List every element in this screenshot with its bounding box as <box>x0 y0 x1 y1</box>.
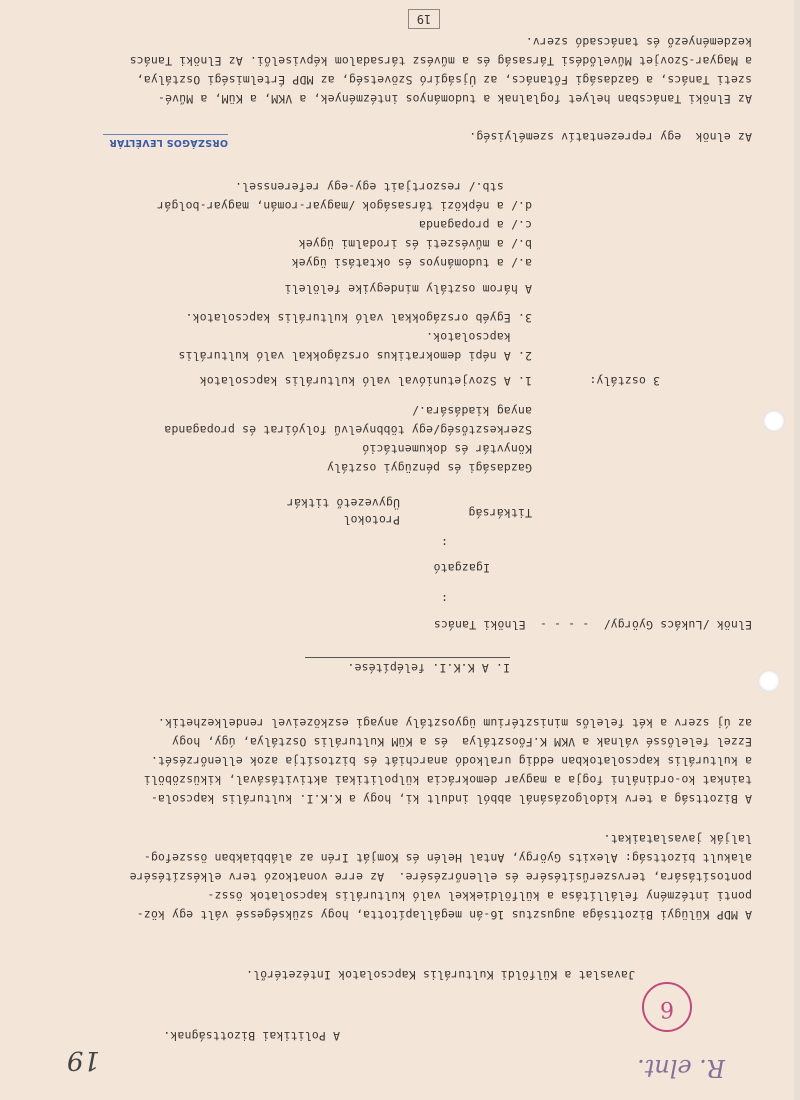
department-line: 2. A népi demokratikus országokkal való kulturális <box>178 349 532 363</box>
org-secretariat: Titkárság <box>468 506 532 520</box>
archive-stamp: ORSZÁGOS LEVÉLTÁR <box>109 137 228 148</box>
paragraph-line: tainkat ko-ordinálni fogja a magyar demokrácia külpolitikai aktivitásával, kiküszöböli <box>143 773 752 787</box>
task-item: c./ a propaganda <box>418 218 532 232</box>
org-unit: Szerkesztőség/egy többnyelvű folyóirat és propaganda <box>164 423 532 437</box>
department-note: A három osztály mindegyike felöleli <box>284 282 532 296</box>
task-item: b./ a művészeti és irodalmi ügyek <box>298 237 532 251</box>
department-line: 1. A Szovjetunióval való kulturális kapcsolatok <box>199 374 532 388</box>
org-director: Igazgató <box>433 561 490 575</box>
addressee: A Politikai Bizottságnak. <box>163 1029 340 1043</box>
paragraph-line: alakult bizottság: Alexits György, Antal Helén és Komját Irén az alábbiakban összefog- <box>143 851 752 865</box>
paragraph-line: Az Elnöki Tanácsban helyet foglalnak a tudományos intézmények, a VKM, a KüM, a Művé- <box>157 92 752 106</box>
paragraph-line: Az elnök egy reprezentatív személyiség. <box>469 130 752 144</box>
org-connector: : <box>440 536 448 550</box>
org-chart-president: Elnök /Lukács György/ - - - - Elnöki Tanács <box>433 618 752 632</box>
departments-label: 3 osztály: <box>589 374 660 388</box>
paragraph-line: Ezzel felelőssé válnak a VKM K.Főosztálya és a KüM Kulturális Osztálya, úgy, hogy <box>171 735 752 749</box>
org-connector: : <box>440 592 448 606</box>
handwritten-reference: R. elnt. <box>637 1054 725 1082</box>
paragraph-line: a kulturális kapcsolatokban eddig uralkodó anarchiát és biztosítja azok ellenőrzését. <box>150 754 752 768</box>
paragraph-line: a Magyar-Szovjet Művelődési Társaság és a művész társadalom képviselői. Az Elnöki Tanács <box>129 54 752 68</box>
paragraph-line: A Bizottság a terv kidolgozásánál abból indult ki, hogy a K.K.I. kulturális kapcsola- <box>150 792 752 806</box>
section-heading: I. A K.K.I. felépítése. <box>347 661 510 675</box>
org-unit: Könyvtár és dokumentáció <box>362 442 532 456</box>
task-item: a./ a tudományos és oktatási ügyek <box>291 256 532 270</box>
paragraph-line: lalják javaslataikat. <box>603 832 752 846</box>
paragraph-line: ponti intézmény felállítása a külföldiekkel való kulturális kapcsolatok össz- <box>207 889 752 903</box>
stamp-underline <box>103 134 228 135</box>
org-unit: anyag kiadására./ <box>411 404 532 418</box>
department-line: 3. Egyéb országokkal való kulturális kapcsolatok. <box>185 311 532 325</box>
paragraph-line: pontosítására, tervszerűsítésére és ellenőrzésére. Az erre vonatkozó terv elkészítésére <box>129 870 752 884</box>
paragraph-line: A MDP Külügyi Bizottsága augusztus 16-án megállapította, hogy szükségessé vált egy köz- <box>136 908 752 922</box>
org-secretary: Ügyvezető titkár <box>286 496 400 510</box>
department-line: kapcsolatok. <box>425 330 532 344</box>
task-item: d./ a népközi társaságok /magyar-román, magyar-bolgár <box>157 199 532 213</box>
paragraph-line: az új szerv a két felelős minisztérium ügyosztály anyagi eszközeivel rendelkezhetik. <box>157 716 752 730</box>
document-title: Javaslat a Külföldi Kulturális Kapcsolatok Intézetéről. <box>245 968 635 982</box>
org-unit: Gazdasági és pénzügyi osztály <box>326 461 532 475</box>
task-item: stb./ reszortjait egy-egy referenssel. <box>234 180 532 194</box>
boxed-number: 19 <box>408 9 440 29</box>
handwritten-page-number: 19 <box>66 1045 100 1075</box>
circled-number: 6 <box>642 982 692 1032</box>
heading-underline <box>305 657 510 658</box>
org-protocol: Protokol <box>343 513 400 527</box>
paragraph-line: szeti Tanács, a Gazdasági Főtanács, az Újságíró Szövetség, az MDP Értelmiségi Osztálya, <box>136 73 752 87</box>
paragraph-line: kezdeményező és tanácsadó szerv. <box>525 35 752 49</box>
